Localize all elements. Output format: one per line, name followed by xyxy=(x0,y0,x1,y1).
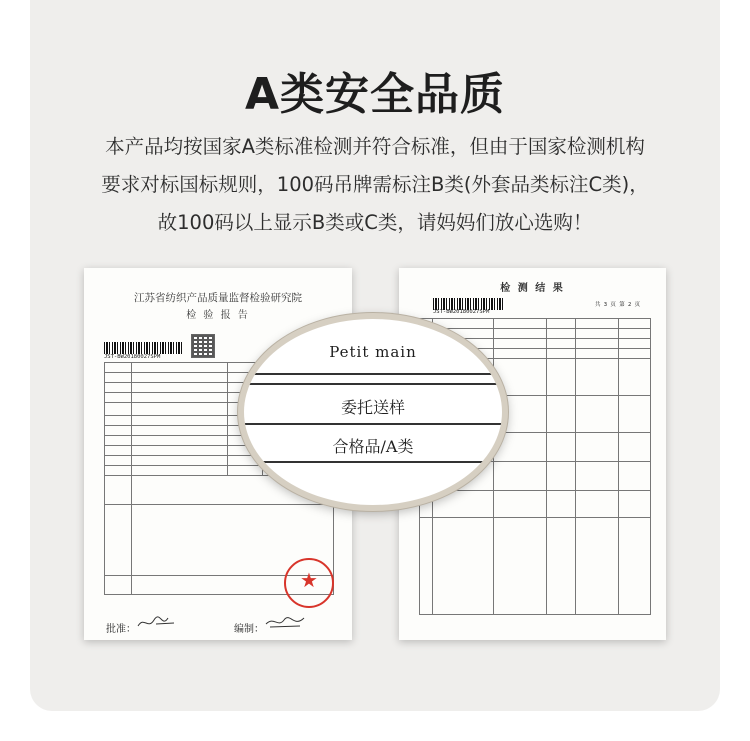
intro-text xyxy=(60,128,690,242)
magnified-brand: Petit main xyxy=(329,343,417,361)
magnifier-line-2 xyxy=(244,383,502,385)
magnifier-line-1 xyxy=(244,373,502,375)
magnified-sample-type: 委托送样 xyxy=(340,398,405,417)
magnifier-line-4 xyxy=(244,461,502,463)
report-title: 检 验 报 告 xyxy=(186,310,250,321)
edit-label: 编制： xyxy=(234,624,264,635)
page-title: A类安全品质 xyxy=(244,69,506,120)
approve-label: 批准： xyxy=(106,624,136,635)
intro-line-3: 故100码以上显示B类或C类，请妈妈们放心选购！ xyxy=(157,211,593,234)
barcode-icon xyxy=(104,342,182,354)
report-institute: 江苏省纺织产品质量监督检验研究院 xyxy=(134,292,302,304)
results-barcode-text: JST-BW20180027SPM xyxy=(433,309,490,315)
magnifier-line-3 xyxy=(244,423,502,425)
magnifier-lens xyxy=(238,313,508,511)
approver-signature xyxy=(136,614,176,632)
intro-line-2: 要求对标国标规则，100码吊牌需标注B类(外套品类标注C类)， xyxy=(101,173,649,196)
results-page-info: 共 3 页 第 2 页 xyxy=(595,302,641,308)
magnified-grade: 合格品/A类 xyxy=(332,437,414,456)
qr-code-icon xyxy=(191,334,215,358)
star-icon: ★ xyxy=(300,568,318,592)
intro-line-1: 本产品均按国家A类标准检测并符合标准，但由于国家检测机构 xyxy=(105,135,645,158)
official-stamp xyxy=(284,558,334,608)
report-barcode-text: JST-BW20180027SPM xyxy=(104,354,161,360)
editor-signature xyxy=(264,614,308,632)
results-title: 检 测 结 果 xyxy=(500,283,565,294)
